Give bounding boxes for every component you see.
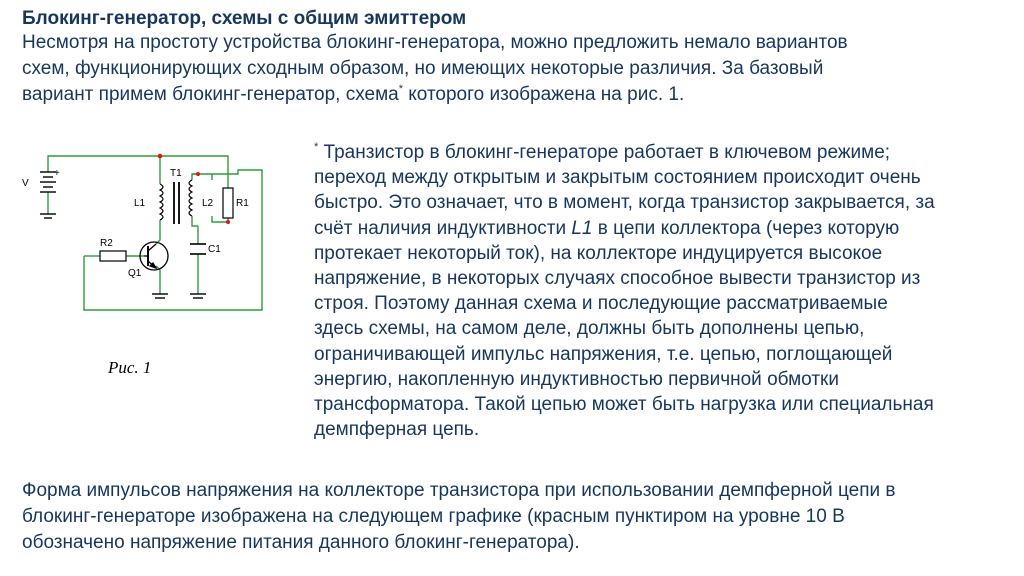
capacitor-c1	[190, 244, 206, 254]
footnote-line-2: переход между открытым и закрытым состоянием происходит очень	[314, 167, 921, 189]
label-r1: R1	[236, 198, 249, 209]
footnote-line-11: трансформатора. Такой цепью может быть нагрузка или специальная	[314, 394, 934, 416]
circuit-wires	[48, 156, 262, 310]
intro-line-3	[22, 82, 1012, 108]
footnote-marker: *	[398, 83, 403, 95]
footnote-star: *	[314, 141, 319, 153]
footnote-line-12: демпферная цепь.	[314, 419, 480, 441]
resistor-r1	[223, 188, 233, 218]
footnote-line-4-post: в цепи коллектора (через которую	[592, 217, 900, 239]
bottom-paragraph	[22, 478, 1012, 556]
page-title: Блокинг-генератор, схемы с общим эмиттером	[22, 8, 467, 29]
footnote-line-3: быстро. Это означает, что в момент, когда транзистор закрывается, за	[314, 192, 935, 214]
junction-r1	[226, 220, 230, 224]
intro-line-3-text: вариант примем блокинг-генератор, схема	[22, 84, 399, 105]
intro-line-1: Несмотря на простоту устройства блокинг-генератора, можно предложить немало вариантов	[22, 32, 848, 53]
inductor-l1	[160, 184, 163, 220]
footnote-line-5: протекает некоторый ток), на коллекторе индуцируется высокое	[314, 242, 883, 264]
footnote-line-9: ограничивающей импульс напряжения, т.е. цепью, поглощающей	[314, 343, 893, 365]
footnote-line-6: напряжение, в некоторых случаях способное вывести транзистор из	[314, 268, 921, 290]
footnote-l1-symbol: L1	[571, 217, 593, 239]
bottom-line-3: обозначено напряжение питания данного блокинг-генератора).	[22, 532, 580, 553]
bottom-line-1: Форма импульсов напряжения на коллекторе транзистора при использовании демпферной цепи в	[22, 480, 896, 501]
intro-paragraph	[22, 30, 1012, 108]
footnote-paragraph	[314, 140, 1014, 442]
junction-l2-left	[196, 172, 200, 176]
inductor-l2	[189, 180, 192, 216]
footnote-line-7: строя. Поэтому данная схема и последующие рассматриваемые	[314, 293, 888, 315]
label-r2: R2	[100, 238, 113, 249]
resistor-r2	[100, 251, 126, 261]
junction-top	[158, 154, 163, 159]
footnote-line-1-text: Транзистор в блокинг-генераторе работает в ключевом режиме;	[318, 142, 891, 163]
transformer-core	[174, 182, 179, 224]
intro-line-2: схем, функционирующих сходным образом, но имеющих некоторые различия. За базовый	[22, 58, 824, 79]
ground-symbols	[152, 294, 206, 298]
label-c1: C1	[208, 244, 221, 255]
intro-line-3-tail: которого изображена на рис. 1.	[402, 84, 685, 105]
bottom-line-2: блокинг-генераторе изображена на следующем графике (красным пунктиром на уровне 10 В	[22, 506, 845, 527]
figure-caption: Рис. 1	[108, 358, 152, 377]
footnote-line-4-pre: счёт наличия индуктивности	[314, 217, 572, 239]
circuit-diagram	[16, 148, 276, 318]
label-v: V	[22, 178, 29, 189]
footnote-line-8: здесь схемы, на самом деле, должны быть дополнены цепью,	[314, 318, 865, 340]
footnote-line-1	[314, 140, 1014, 165]
label-q1: Q1	[128, 268, 142, 279]
transistor-q1	[140, 242, 168, 270]
label-l2: L2	[202, 198, 214, 209]
label-t1: T1	[170, 168, 182, 179]
label-l1: L1	[134, 198, 146, 209]
footnote-line-10: энергию, накопленную индуктивностью первичной обмотки	[314, 368, 839, 390]
footnote-line-4	[314, 216, 1014, 241]
label-plus: +	[54, 168, 60, 179]
